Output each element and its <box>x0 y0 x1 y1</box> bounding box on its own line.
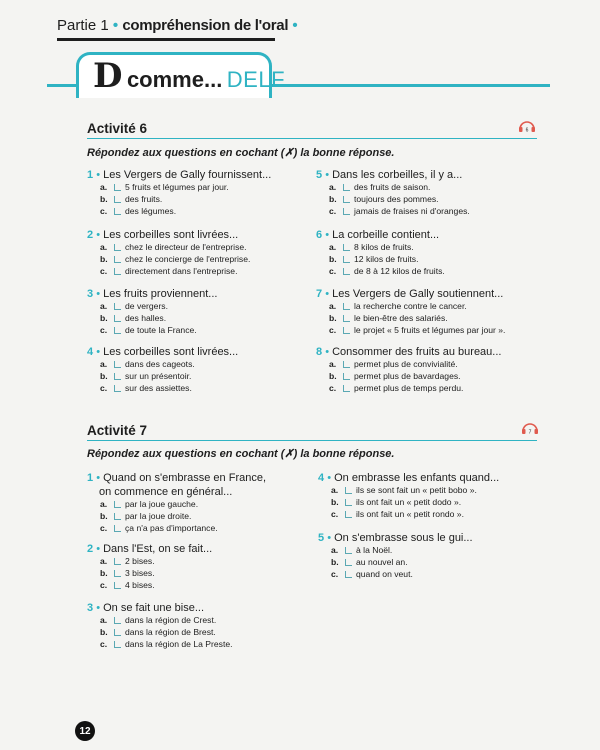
option-b[interactable]: b. des halles. <box>100 312 167 323</box>
question-number: 1 <box>87 472 94 484</box>
option-a[interactable]: a. des fruits de saison. <box>329 182 431 192</box>
checkbox-icon <box>343 184 350 191</box>
question-text-line-2: on commence en général... <box>99 486 233 498</box>
question-6-3: 3 • Les fruits proviennent... a. de vergers. b. des halles. c. de toute la France. <box>87 288 218 335</box>
option-c[interactable]: c. sur des assiettes. <box>100 382 192 393</box>
activity-6-instruction: Répondez aux questions en cochant (✗) la bonne réponse. <box>87 147 395 159</box>
question-6-7: 7 • Les Vergers de Gally soutiennent... a. la recherche contre le cancer. b. le bien-être des salariés. c. le projet « 5 fruits et légumes par jour ». <box>316 288 506 335</box>
option-c[interactable]: c. de toute la France. <box>100 324 197 335</box>
checkbox-icon <box>114 315 121 322</box>
question-text: Les Vergers de Gally soutiennent... <box>332 288 504 300</box>
checkbox-icon <box>343 244 350 251</box>
checkbox-icon <box>343 196 350 203</box>
topic-label: compréhension de l'oral <box>122 17 289 34</box>
bullet: • <box>292 17 298 34</box>
headphones-icon[interactable] <box>521 421 539 435</box>
part-label: Partie 1 <box>57 17 109 34</box>
option-c[interactable]: c. ça n'a pas d'importance. <box>100 522 218 533</box>
option-c[interactable]: c. directement dans l'entreprise. <box>100 265 238 276</box>
checkbox-icon <box>343 303 350 310</box>
option-b[interactable]: b. le bien-être des salariés. <box>329 312 448 323</box>
option-b[interactable]: b. des fruits. <box>100 193 163 204</box>
question-text: Quand on s'embrasse en France, <box>103 472 267 484</box>
question-text: Les fruits proviennent... <box>103 288 218 300</box>
checkbox-icon <box>345 559 352 566</box>
option-c[interactable]: c. jamais de fraises ni d'oranges. <box>329 205 470 216</box>
option-a[interactable]: a. 8 kilos de fruits. <box>329 242 414 252</box>
checkbox-icon <box>114 361 121 368</box>
banner-title <box>93 56 285 96</box>
question-number: 8 <box>316 346 323 358</box>
track-number: 6 <box>525 127 529 133</box>
question-text: La corbeille contient... <box>332 229 440 241</box>
option-c[interactable]: c. permet plus de temps perdu. <box>329 382 464 393</box>
checkbox-icon <box>114 196 121 203</box>
checkbox-icon <box>114 501 121 508</box>
option-b[interactable]: b. ils ont fait un « petit dodo ». <box>331 496 462 507</box>
question-text: On se fait une bise... <box>103 602 204 614</box>
bullet: • <box>112 17 119 34</box>
option-a[interactable]: a. 5 fruits et légumes par jour. <box>100 182 229 192</box>
checkbox-icon <box>345 499 352 506</box>
checkbox-icon <box>343 327 350 334</box>
question-7-3: 3 • On se fait une bise... a. dans la région de Crest. b. dans la région de Brest. c. dans la région de La Preste. <box>87 602 233 649</box>
option-b[interactable]: b. permet plus de bavardages. <box>329 370 461 381</box>
question-text: Dans l'Est, on se fait... <box>103 543 213 555</box>
question-6-5: 5 • Dans les corbeilles, il y a... a. des fruits de saison. b. toujours des pommes. c. jamais de fraises ni d'oranges. <box>316 169 470 216</box>
option-a[interactable]: a. par la joue gauche. <box>100 499 199 509</box>
question-7-2: 2 • Dans l'Est, on se fait... a. 2 bises. b. 3 bises. c. 4 bises. <box>87 543 213 590</box>
option-a[interactable]: a. la recherche contre le cancer. <box>329 301 467 311</box>
checkbox-icon <box>114 184 121 191</box>
question-number: 5 <box>318 532 325 544</box>
banner-letter: D <box>93 56 123 96</box>
option-a[interactable]: a. chez le directeur de l'entreprise. <box>100 242 247 252</box>
question-7-1: 1 • Quand on s'embrasse en France, on commence en général... a. par la joue gauche. b. par la joue droite. c. ça n'a pas d'importance. <box>87 472 267 533</box>
option-a[interactable]: a. à la Noël. <box>331 545 393 555</box>
option-c[interactable]: c. des légumes. <box>100 205 177 216</box>
checkbox-icon <box>114 582 121 589</box>
question-number: 3 <box>87 602 94 614</box>
checkbox-icon <box>343 256 350 263</box>
option-a[interactable]: a. permet plus de convivialité. <box>329 359 458 369</box>
question-number: 4 <box>318 472 325 484</box>
header-underline <box>57 38 275 41</box>
activity-6-title: Activité 6 <box>87 121 148 136</box>
option-b[interactable]: b. chez le concierge de l'entreprise. <box>100 253 251 264</box>
question-text: Les Vergers de Gally fournissent... <box>103 169 272 181</box>
activity-7-instruction: Répondez aux questions en cochant (✗) la bonne réponse. <box>87 448 395 460</box>
option-b[interactable]: b. 12 kilos de fruits. <box>329 253 419 264</box>
checkbox-icon <box>114 513 121 520</box>
option-b[interactable]: b. 3 bises. <box>100 567 155 578</box>
checkbox-icon <box>345 547 352 554</box>
option-a[interactable]: a. dans des cageots. <box>100 359 195 369</box>
checkbox-icon <box>343 208 350 215</box>
question-number: 2 <box>87 543 94 555</box>
checkbox-icon <box>343 361 350 368</box>
question-6-6: 6 • La corbeille contient... a. 8 kilos de fruits. b. 12 kilos de fruits. c. de 8 à 12 kilos de fruits. <box>316 229 445 276</box>
checkbox-icon <box>345 511 352 518</box>
activity-7-title: Activité 7 <box>87 423 148 438</box>
question-number: 7 <box>316 288 323 300</box>
question-6-1: 1 • Les Vergers de Gally fournissent... a. 5 fruits et légumes par jour. b. des fruits. c. des légumes. <box>87 169 272 216</box>
checkbox-icon <box>114 525 121 532</box>
question-text: Les corbeilles sont livrées... <box>103 229 239 241</box>
option-c[interactable]: c. 4 bises. <box>100 579 155 590</box>
checkbox-icon <box>114 208 121 215</box>
checkbox-icon <box>114 641 121 648</box>
checkbox-icon <box>114 558 121 565</box>
question-number: 4 <box>87 346 94 358</box>
question-text: Les corbeilles sont livrées... <box>103 346 239 358</box>
question-6-8: 8 • Consommer des fruits au bureau... a. permet plus de convivialité. b. permet plus de bavardages. c. permet plus de temps perdu. <box>316 346 502 393</box>
option-b[interactable]: b. dans la région de Brest. <box>100 626 216 637</box>
option-a[interactable]: a. de vergers. <box>100 301 168 311</box>
option-c[interactable]: c. ils ont fait un « petit rondo ». <box>331 508 464 519</box>
option-c[interactable]: c. dans la région de La Preste. <box>100 638 233 649</box>
question-text: Dans les corbeilles, il y a... <box>332 169 463 181</box>
checkbox-icon <box>114 303 121 310</box>
activity-7-rule <box>87 440 537 441</box>
checkbox-icon <box>114 327 121 334</box>
option-b[interactable]: b. au nouvel an. <box>331 556 408 567</box>
option-b[interactable]: b. par la joue droite. <box>100 510 192 521</box>
page-number: 12 <box>75 721 95 741</box>
checkbox-icon <box>343 268 350 275</box>
question-number: 6 <box>316 229 323 241</box>
banner-delf: DELF <box>226 67 286 92</box>
option-a[interactable]: a. 2 bises. <box>100 556 155 566</box>
question-text: On embrasse les enfants quand... <box>334 472 500 484</box>
checkbox-icon <box>345 487 352 494</box>
headphones-icon[interactable] <box>518 119 536 133</box>
checkbox-icon <box>114 268 121 275</box>
question-7-5: 5 • On s'embrasse sous le gui... a. à la Noël. b. au nouvel an. c. quand on veut. <box>318 532 473 579</box>
question-6-2: 2 • Les corbeilles sont livrées... a. chez le directeur de l'entreprise. b. chez le concierge de l'entreprise. c. directement dans l'entreprise. <box>87 229 251 276</box>
question-text: On s'embrasse sous le gui... <box>334 532 473 544</box>
checkbox-icon <box>114 617 121 624</box>
checkbox-icon <box>343 385 350 392</box>
track-number: 7 <box>528 429 532 435</box>
checkbox-icon <box>345 571 352 578</box>
chapter-header <box>57 17 298 34</box>
option-a[interactable]: a. dans la région de Crest. <box>100 615 217 625</box>
checkbox-icon <box>343 315 350 322</box>
option-c[interactable]: c. le projet « 5 fruits et légumes par jour ». <box>329 324 506 335</box>
question-7-4: 4 • On embrasse les enfants quand... a. ils se sont fait un « petit bobo ». b. ils ont fait un « petit dodo ». c. ils ont fait un « petit rondo ». <box>318 472 500 519</box>
checkbox-icon <box>114 570 121 577</box>
question-6-4: 4 • Les corbeilles sont livrées... a. dans des cageots. b. sur un présentoir. c. sur des assiettes. <box>87 346 239 393</box>
option-b[interactable]: b. toujours des pommes. <box>329 193 439 204</box>
option-c[interactable]: c. quand on veut. <box>331 568 413 579</box>
checkbox-icon <box>114 256 121 263</box>
question-number: 5 <box>316 169 323 181</box>
question-number: 3 <box>87 288 94 300</box>
question-text: Consommer des fruits au bureau... <box>332 346 502 358</box>
checkbox-icon <box>114 244 121 251</box>
checkbox-icon <box>114 385 121 392</box>
question-number: 1 <box>87 169 94 181</box>
checkbox-icon <box>343 373 350 380</box>
banner-comme: comme... <box>126 67 223 92</box>
option-b[interactable]: b. sur un présentoir. <box>100 370 192 381</box>
checkbox-icon <box>114 629 121 636</box>
option-c[interactable]: c. de 8 à 12 kilos de fruits. <box>329 265 445 276</box>
question-number: 2 <box>87 229 94 241</box>
option-a[interactable]: a. ils se sont fait un « petit bobo ». <box>331 485 477 495</box>
checkbox-icon <box>114 373 121 380</box>
activity-6-rule <box>87 138 537 139</box>
